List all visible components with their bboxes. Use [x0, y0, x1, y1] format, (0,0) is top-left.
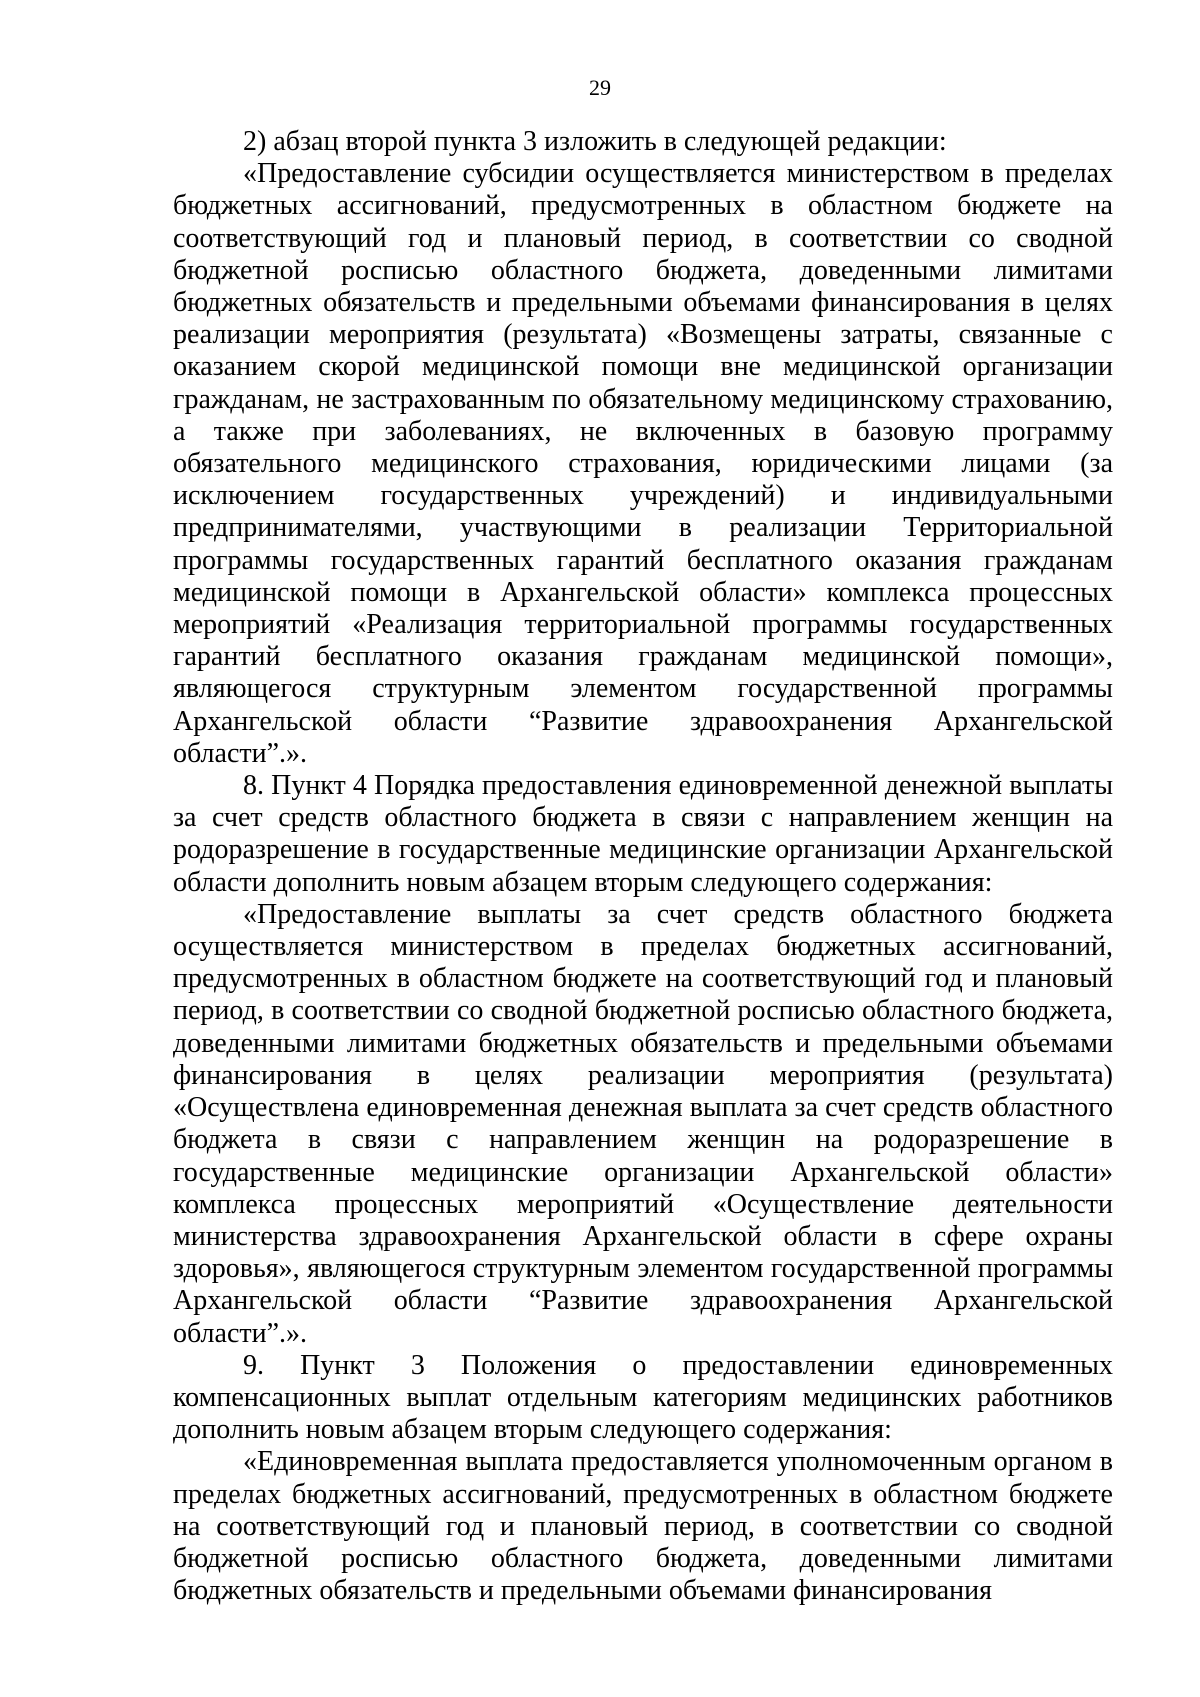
paragraph: 9. Пункт 3 Положения о предоставлении единовременных компенсационных выплат отдельным категориям медицинских работников дополнить новым абзацем вторым следующего содержания: — [173, 1349, 1113, 1446]
paragraph: 2) абзац второй пункта 3 изложить в следующей редакции: — [243, 126, 947, 157]
paragraph: «Предоставление выплаты за счет средств областного бюджета осуществляется министерством в пределах бюджетных ассигнований, предусмотренных в областном бюджете на соответствующий год и плановый период, в соответствии со сводной бюджетной росписью областного бюджета, доведенными лимитами бюджетных обязательств и предельными объемами финансирования в целях реализации мероприятия (результата) «Осуществлена единовременная денежная выплата за счет средств областного бюджета в связи с направлением женщин на родоразрешение в государственные медицинские организации Архангельской области» комплекса процессных мероприятий «Осуществление деятельности министерства здравоохранения Архангельской области в сфере охраны здоровья», являющегося структурным элементом государственной программы Архангельской области “Развитие здравоохранения Архангельской области”.». — [173, 898, 1113, 1349]
paragraph: «Единовременная выплата предоставляется уполномоченным органом в пределах бюджетных ассигнований, предусмотренных в областном бюджете на соответствующий год и плановый период, в соответствии со сводной бюджетной росписью областного бюджета, доведенными лимитами бюджетных обязательств и предельными объемами финансирования — [173, 1446, 1113, 1607]
paragraph: «Предоставление субсидии осуществляется министерством в пределах бюджетных ассигнований, предусмотренных в областном бюджете на соответствующий год и плановый период, в соответствии со сводной бюджетной росписью областного бюджета, доведенными лимитами бюджетных обязательств и предельными объемами финансирования в целях реализации мероприятия (результата) «Возмещены затраты, связанные с оказанием скорой медицинской помощи вне медицинской организации гражданам, не застрахованным по обязательному медицинскому страхованию, а также при заболеваниях, не включенных в базовую программу обязательного медицинского страхования, юридическими лицами (за исключением государственных учреждений) и индивидуальными предпринимателями, участвующими в реализации Территориальной программы государственных гарантий бесплатного оказания гражданам медицинской помощи в Архангельской области» комплекса процессных мероприятий «Реализация территориальной программы государственных гарантий бесплатного оказания гражданам медицинской помощи», являющегося структурным элементом государственной программы Архангельской области “Развитие здравоохранения Архангельской области”.». — [173, 158, 1113, 769]
paragraph: 8. Пункт 4 Порядка предоставления единовременной денежной выплаты за счет средств областного бюджета в связи с направлением женщин на родоразрешение в государственные медицинские организации Архангельской области дополнить новым абзацем вторым следующего содержания: — [173, 770, 1113, 898]
document-body — [173, 126, 1113, 1607]
page-number: 29 — [589, 75, 611, 100]
